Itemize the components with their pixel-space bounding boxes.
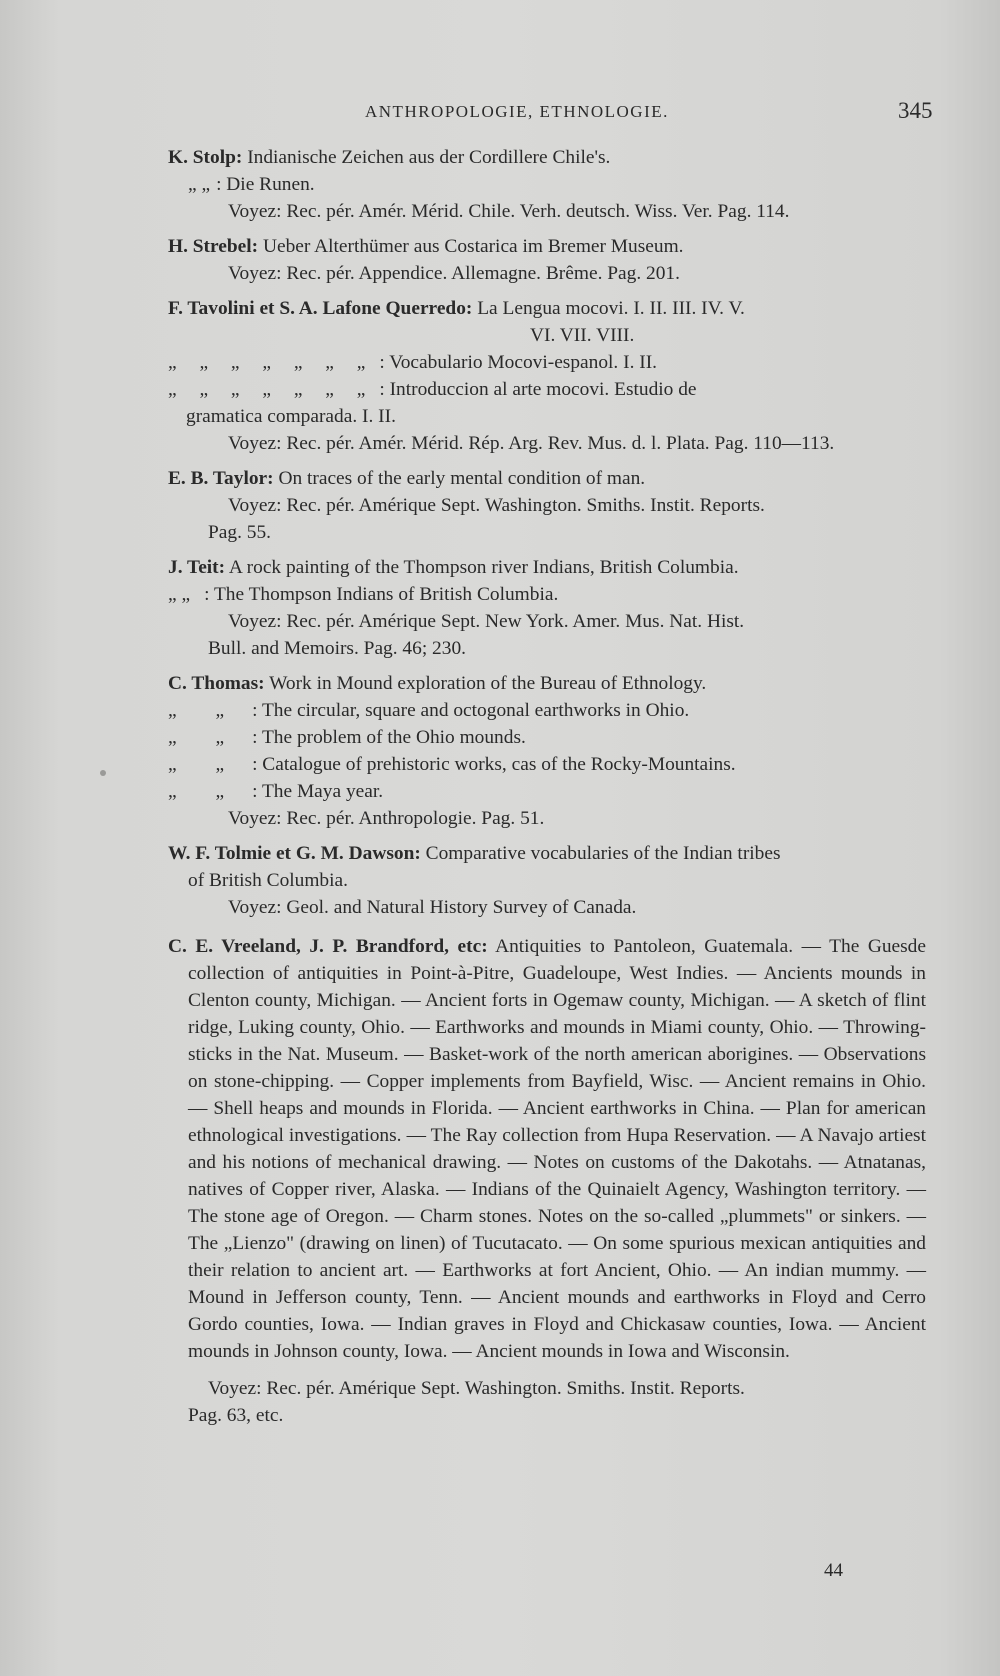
- title-text: : The Thompson Indians of British Columbia.: [204, 584, 559, 605]
- entry-taylor: [168, 465, 926, 546]
- voyez-continuation: Bull. and Memoirs. Pag. 46; 230.: [208, 638, 466, 659]
- entry-paragraph: [168, 933, 926, 1365]
- continuation-line: VI. VII. VIII.: [530, 325, 635, 346]
- entry-line: [168, 670, 926, 697]
- title-text: Indianische Zeichen aus der Cordillere Chile's.: [242, 147, 611, 168]
- entry-stolp: [168, 144, 926, 225]
- page-header: [0, 98, 1000, 132]
- ditto-marks: „ „: [168, 781, 225, 802]
- title-list-text: Antiquities to Pantoleon, Guatemala. — The Guesde collection of antiquities in Point-à-Pitre, Guadeloupe, West Indies. — Ancients mounds in Clenton county, Michigan. — Ancient forts in Ogemaw county, Michigan. — A sketch of flint ridge, Luking county, Ohio. — Earthworks and mounds in Miami county, Ohio. — Throwing-sticks in the Nat. Museum. — Basket-work of the north american aborigines. — Observations on stone-chipping. — Copper implements from Bayfield, Wisc. — Ancient remains in Ohio. — Shell heaps and mounds in Florida. — Ancient earthworks in China. — Plan for american ethnological investigations. — The Ray collection from Hupa Reservation. — A Navajo artiest and his notions of mechanical drawing. — Notes on customs of the Dakotahs. — Atnatanas, natives of Copper river, Alaska. — Indians of the Quinaielt Agency, Washington territory. — The stone age of Oregon. — Charm stones. Notes on the so-called „plummets" or sinkers. — The „Lienzo" (drawing on linen) of Tucutacato. — On some spurious mexican antiquities and their relation to ancient art. — Earthworks at fort Ancient, Ohio. — An indian mummy. — Mound in Jefferson county, Tenn. — Ancient mounds and earthworks in Floyd and Cerro Gordo counties, Iowa. — Indian graves in Floyd and Chickasaw counties, Iowa. — Ancient mounds in Johnson county, Iowa. — Ancient mounds in Iowa and Wisconsin.: [188, 936, 926, 1362]
- entry-strebel: [168, 233, 926, 287]
- entry-line: [168, 171, 926, 198]
- entry-line: [168, 144, 926, 171]
- entry-line: [168, 778, 926, 805]
- title-text: : The circular, square and octogonal earthworks in Ohio.: [252, 700, 690, 721]
- author-name: K. Stolp:: [168, 147, 243, 168]
- ditto-marks: „ „ „ „ „ „ „: [168, 352, 366, 373]
- author-name: F. Tavolini et S. A. Lafone Querredo:: [168, 298, 473, 319]
- ditto-marks: „ „: [168, 754, 225, 775]
- author-name: W. F. Tolmie et G. M. Dawson:: [168, 843, 421, 864]
- author-name: H. Strebel:: [168, 236, 259, 257]
- author-name: C. Thomas:: [168, 673, 265, 694]
- title-text: : Die Runen.: [216, 174, 315, 195]
- entry-line: [168, 376, 926, 403]
- author-name: J. Teit:: [168, 557, 226, 578]
- entry-line: [168, 581, 926, 608]
- voyez-reference: Voyez: Rec. pér. Amérique Sept. Washington. Smiths. Instit. Reports.: [228, 495, 765, 516]
- title-text: : The Maya year.: [252, 781, 384, 802]
- bibliography-body: [168, 144, 926, 1437]
- entry-line: [168, 751, 926, 778]
- ditto-marks: „ „ „ „ „ „ „: [168, 379, 366, 400]
- entry-tolmie: [168, 840, 926, 921]
- entry-line: [168, 724, 926, 751]
- author-name: C. E. Vreeland, J. P. Brandford, etc:: [168, 936, 488, 957]
- wrap-line: of British Columbia.: [188, 870, 348, 891]
- entry-line: [168, 233, 926, 260]
- voyez-reference: Voyez: Rec. pér. Amérique Sept. New York. Amer. Mus. Nat. Hist.: [228, 611, 745, 632]
- entry-vreeland: [168, 933, 926, 1429]
- voyez-reference: Voyez: Geol. and Natural History Survey of Canada.: [228, 897, 637, 918]
- author-name: E. B. Taylor:: [168, 468, 274, 489]
- title-text: La Lengua mocovi. I. II. III. IV. V.: [472, 298, 745, 319]
- entry-line: [168, 554, 926, 581]
- title-text: : Vocabulario Mocovi-espanol. I. II.: [379, 352, 658, 373]
- ditto-marks: „ „: [168, 727, 225, 748]
- title-text: Ueber Alterthümer aus Costarica im Bremer Museum.: [258, 236, 684, 257]
- ditto-marks: „ „: [168, 700, 225, 721]
- title-text: Work in Mound exploration of the Bureau of Ethnology.: [264, 673, 707, 694]
- voyez-reference: Voyez: Rec. pér. Amérique Sept. Washington. Smiths. Instit. Reports.: [208, 1378, 745, 1399]
- entry-line: [168, 840, 926, 867]
- title-text: On traces of the early mental condition of man.: [273, 468, 646, 489]
- title-text: Comparative vocabularies of the Indian tribes: [420, 843, 781, 864]
- paper-speck: [100, 770, 106, 776]
- voyez-reference: Voyez: Rec. pér. Amér. Mérid. Chile. Verh. deutsch. Wiss. Ver. Pag. 114.: [228, 201, 790, 222]
- entry-line: [168, 349, 926, 376]
- entry-line: [168, 295, 926, 322]
- entry-tavolini: [168, 295, 926, 457]
- entry-line: [168, 697, 926, 724]
- ditto-marks: „ „: [168, 584, 191, 605]
- entry-teit: [168, 554, 926, 662]
- ditto-marks: „ „: [188, 174, 211, 195]
- voyez-reference: Voyez: Rec. pér. Anthropologie. Pag. 51.: [228, 808, 545, 829]
- voyez-continuation: Pag. 63, etc.: [188, 1405, 284, 1426]
- entry-line: [168, 465, 926, 492]
- title-text: A rock painting of the Thompson river Indians, British Columbia.: [225, 557, 739, 578]
- voyez-continuation: Pag. 55.: [208, 522, 272, 543]
- wrap-line: gramatica comparada. I. II.: [186, 406, 396, 427]
- title-text: : Catalogue of prehistoric works, cas of the Rocky-Mountains.: [252, 754, 736, 775]
- running-title: ANTHROPOLOGIE, ETHNOLOGIE.: [365, 102, 669, 121]
- voyez-reference: Voyez: Rec. pér. Amér. Mérid. Rép. Arg. Rev. Mus. d. l. Plata. Pag. 110—113.: [228, 433, 835, 454]
- title-text: : Introduccion al arte mocovi. Estudio de: [379, 379, 697, 400]
- signature-mark: 44: [824, 1560, 843, 1581]
- title-text: : The problem of the Ohio mounds.: [252, 727, 526, 748]
- page-number: 345: [898, 98, 933, 123]
- entry-thomas: [168, 670, 926, 832]
- voyez-reference: Voyez: Rec. pér. Appendice. Allemagne. Brême. Pag. 201.: [228, 263, 680, 284]
